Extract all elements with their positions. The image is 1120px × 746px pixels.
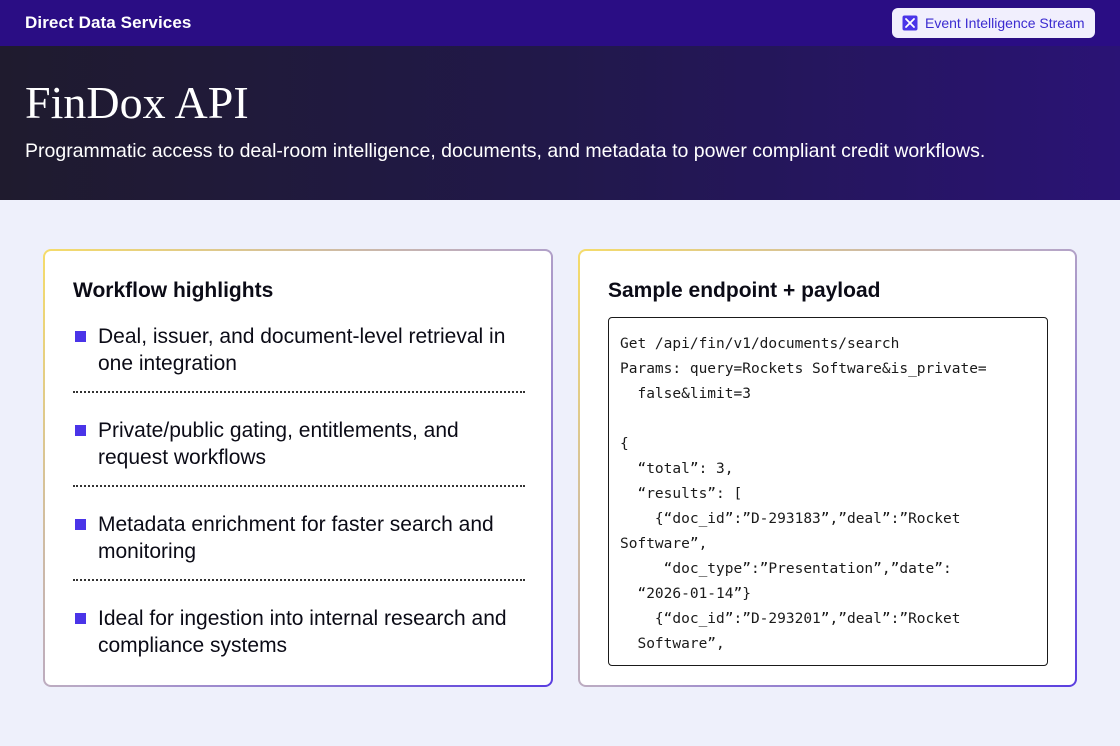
page-title: FinDox API <box>25 77 249 128</box>
list-item <box>73 323 525 417</box>
square-bullet-icon <box>75 331 86 342</box>
x-logo-icon <box>902 15 918 31</box>
code-sample: Get /api/fin/v1/documents/search Params: query=Rockets Software&is_private= false&limit=3 { “total”: 3, “results”: [ {“doc_id”:”D-293183”,”deal”:”Rocket Software”, “doc_type”:”Presentation”,”date”: “2026-01-14”} {“doc_id”:”D-293201”,”deal”:”Rocket Software”, <box>620 336 987 652</box>
list-item <box>73 417 525 511</box>
event-intelligence-stream-label: Event Intelligence Stream <box>925 15 1085 31</box>
sample-endpoint-title: Sample endpoint + payload <box>608 279 881 302</box>
list-item <box>73 605 525 699</box>
square-bullet-icon <box>75 425 86 436</box>
highlight-text: Ideal for ingestion into internal research and compliance systems <box>98 607 507 657</box>
square-bullet-icon <box>75 519 86 530</box>
sample-endpoint-card <box>578 249 1077 687</box>
brand-name[interactable]: Direct Data Services <box>25 13 192 32</box>
event-intelligence-stream-button[interactable] <box>892 8 1095 38</box>
workflow-highlights-title: Workflow highlights <box>73 279 274 302</box>
highlights-list <box>73 323 525 699</box>
highlight-text: Metadata enrichment for faster search and monitoring <box>98 513 494 563</box>
highlight-text: Deal, issuer, and document-level retrieval in one integration <box>98 325 506 375</box>
list-item <box>73 511 525 605</box>
top-bar <box>0 0 1120 46</box>
square-bullet-icon <box>75 613 86 624</box>
page-subtitle: Programmatic access to deal-room intelligence, documents, and metadata to power compliant credit workflows. <box>25 140 986 162</box>
code-sample-box[interactable] <box>608 317 1048 666</box>
workflow-highlights-card <box>43 249 553 687</box>
hero-banner <box>0 46 1120 200</box>
highlight-text: Private/public gating, entitlements, and request workflows <box>98 419 459 469</box>
